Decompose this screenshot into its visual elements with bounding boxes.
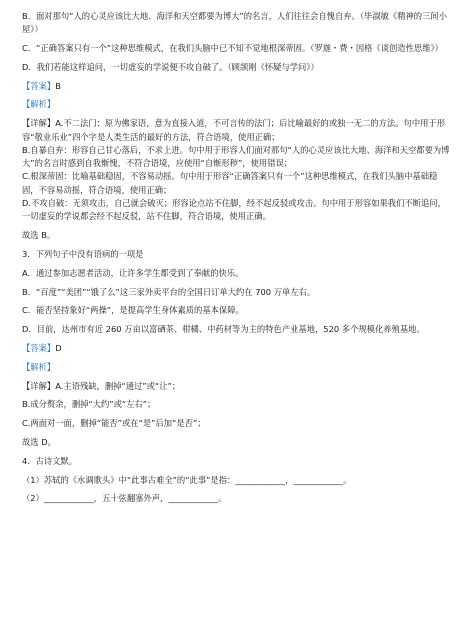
q2-answer-line — [22, 80, 452, 93]
q3-option-a: A．通过参加志愿者活动，让许多学生都受到了奉献的快乐。 — [22, 267, 244, 278]
q2-detail-c: C.根深蒂固：比喻基础稳固，不容易动摇。句中用于形容“正确答案只有一个”这种思维模式，在我们头脑中基础稳固，不容易动摇，符合语境，使用正确； — [22, 171, 438, 195]
q2-answer: B — [55, 80, 61, 91]
q3-detail-c: C.两面对一面，删掉“能否”或在“是”后加“是否”； — [22, 418, 206, 429]
q3-conclusion: 故选 D。 — [22, 436, 56, 447]
q2-option-c: C．“正确答案只有一个”这种思维模式，在我们头脑中已不知不觉地根深蒂固。（罗迦・费・因格《谈创造性思维》） — [22, 43, 443, 54]
q4-item-2: （2）____________，五十弦翻塞外声，____________。 — [22, 493, 227, 504]
q4-item-1: （1）苏轼的《水调歌头》中“此事古难全”的“此事”是指：____________，____________。 — [22, 474, 352, 485]
q3-answer-line — [22, 342, 452, 355]
q3-option-b: B．“百度”“美团”“饿了么”这三家外卖平台的全国日订单大约在 700 万单左右。 — [22, 286, 316, 297]
q3-answer-label: 【答案】 — [22, 342, 56, 353]
q3-stem: 3．下列句子中没有语病的一项是 — [22, 248, 144, 259]
q3-analysis-label: 【解析】 — [22, 361, 56, 372]
q2-option-b: B．面对那句“人的心灵应该比大地、海洋和天空都要为博大”的名言，人们往往会自愧自弃。（毕淑敏《精神的三间小屋》） — [22, 11, 447, 35]
q3-detail-a: 【详解】A.主语残缺，删掉“通过”或“让”； — [22, 380, 181, 391]
q3-option-d: D．目前，达州市有近 260 万亩以富硒茶、柑橘、中药材等为主的特色产业基地，520 多个规模化养殖基地。 — [22, 324, 425, 335]
q2-option-d: D．我们若能这样追问，一切虚妄的学说便不攻自破了。（顾颉刚《怀疑与学问》） — [22, 61, 319, 72]
q2-conclusion: 故选 B。 — [22, 230, 56, 241]
q4-stem: 4．古诗文默。 — [22, 455, 78, 466]
q2-detail-d: D.不攻自破：无须攻击，自己就会破灭；形容论点站不住脚，经不起反驳或攻击。句中用于形容如果我们不断追问，一切虚妄的学说都会经不起反驳，站不住脚，符合语境，使用正确。 — [22, 198, 446, 222]
q2-detail-b: B.自暴自弃：形容自己甘心落后，不求上进。句中用于形容人们面对那句“人的心灵应该比大地、海洋和天空都要为博大”的名言时感到自我惭愧，不符合语境，应使用“自惭形秽”，使用错误； — [22, 144, 450, 169]
q3-option-c: C．能否坚持象好“两操”，是提高学生身体素质的基本保障。 — [22, 305, 244, 316]
q2-analysis-label: 【解析】 — [22, 99, 56, 110]
q3-detail-b: B.成分赘余，删掉“大约”或“左右”； — [22, 399, 156, 410]
q2-detail-a: 【详解】A.不二法门：原为佛家语，意为直接入道，不可言传的法门；后比喻最好的或独一无二的方法。句中用于形容“敬业乐业”四个字是人类生活的最好的方法，符合语境，使用正确； — [22, 118, 446, 142]
q3-answer: D — [55, 342, 62, 353]
q2-answer-label: 【答案】 — [22, 80, 56, 91]
